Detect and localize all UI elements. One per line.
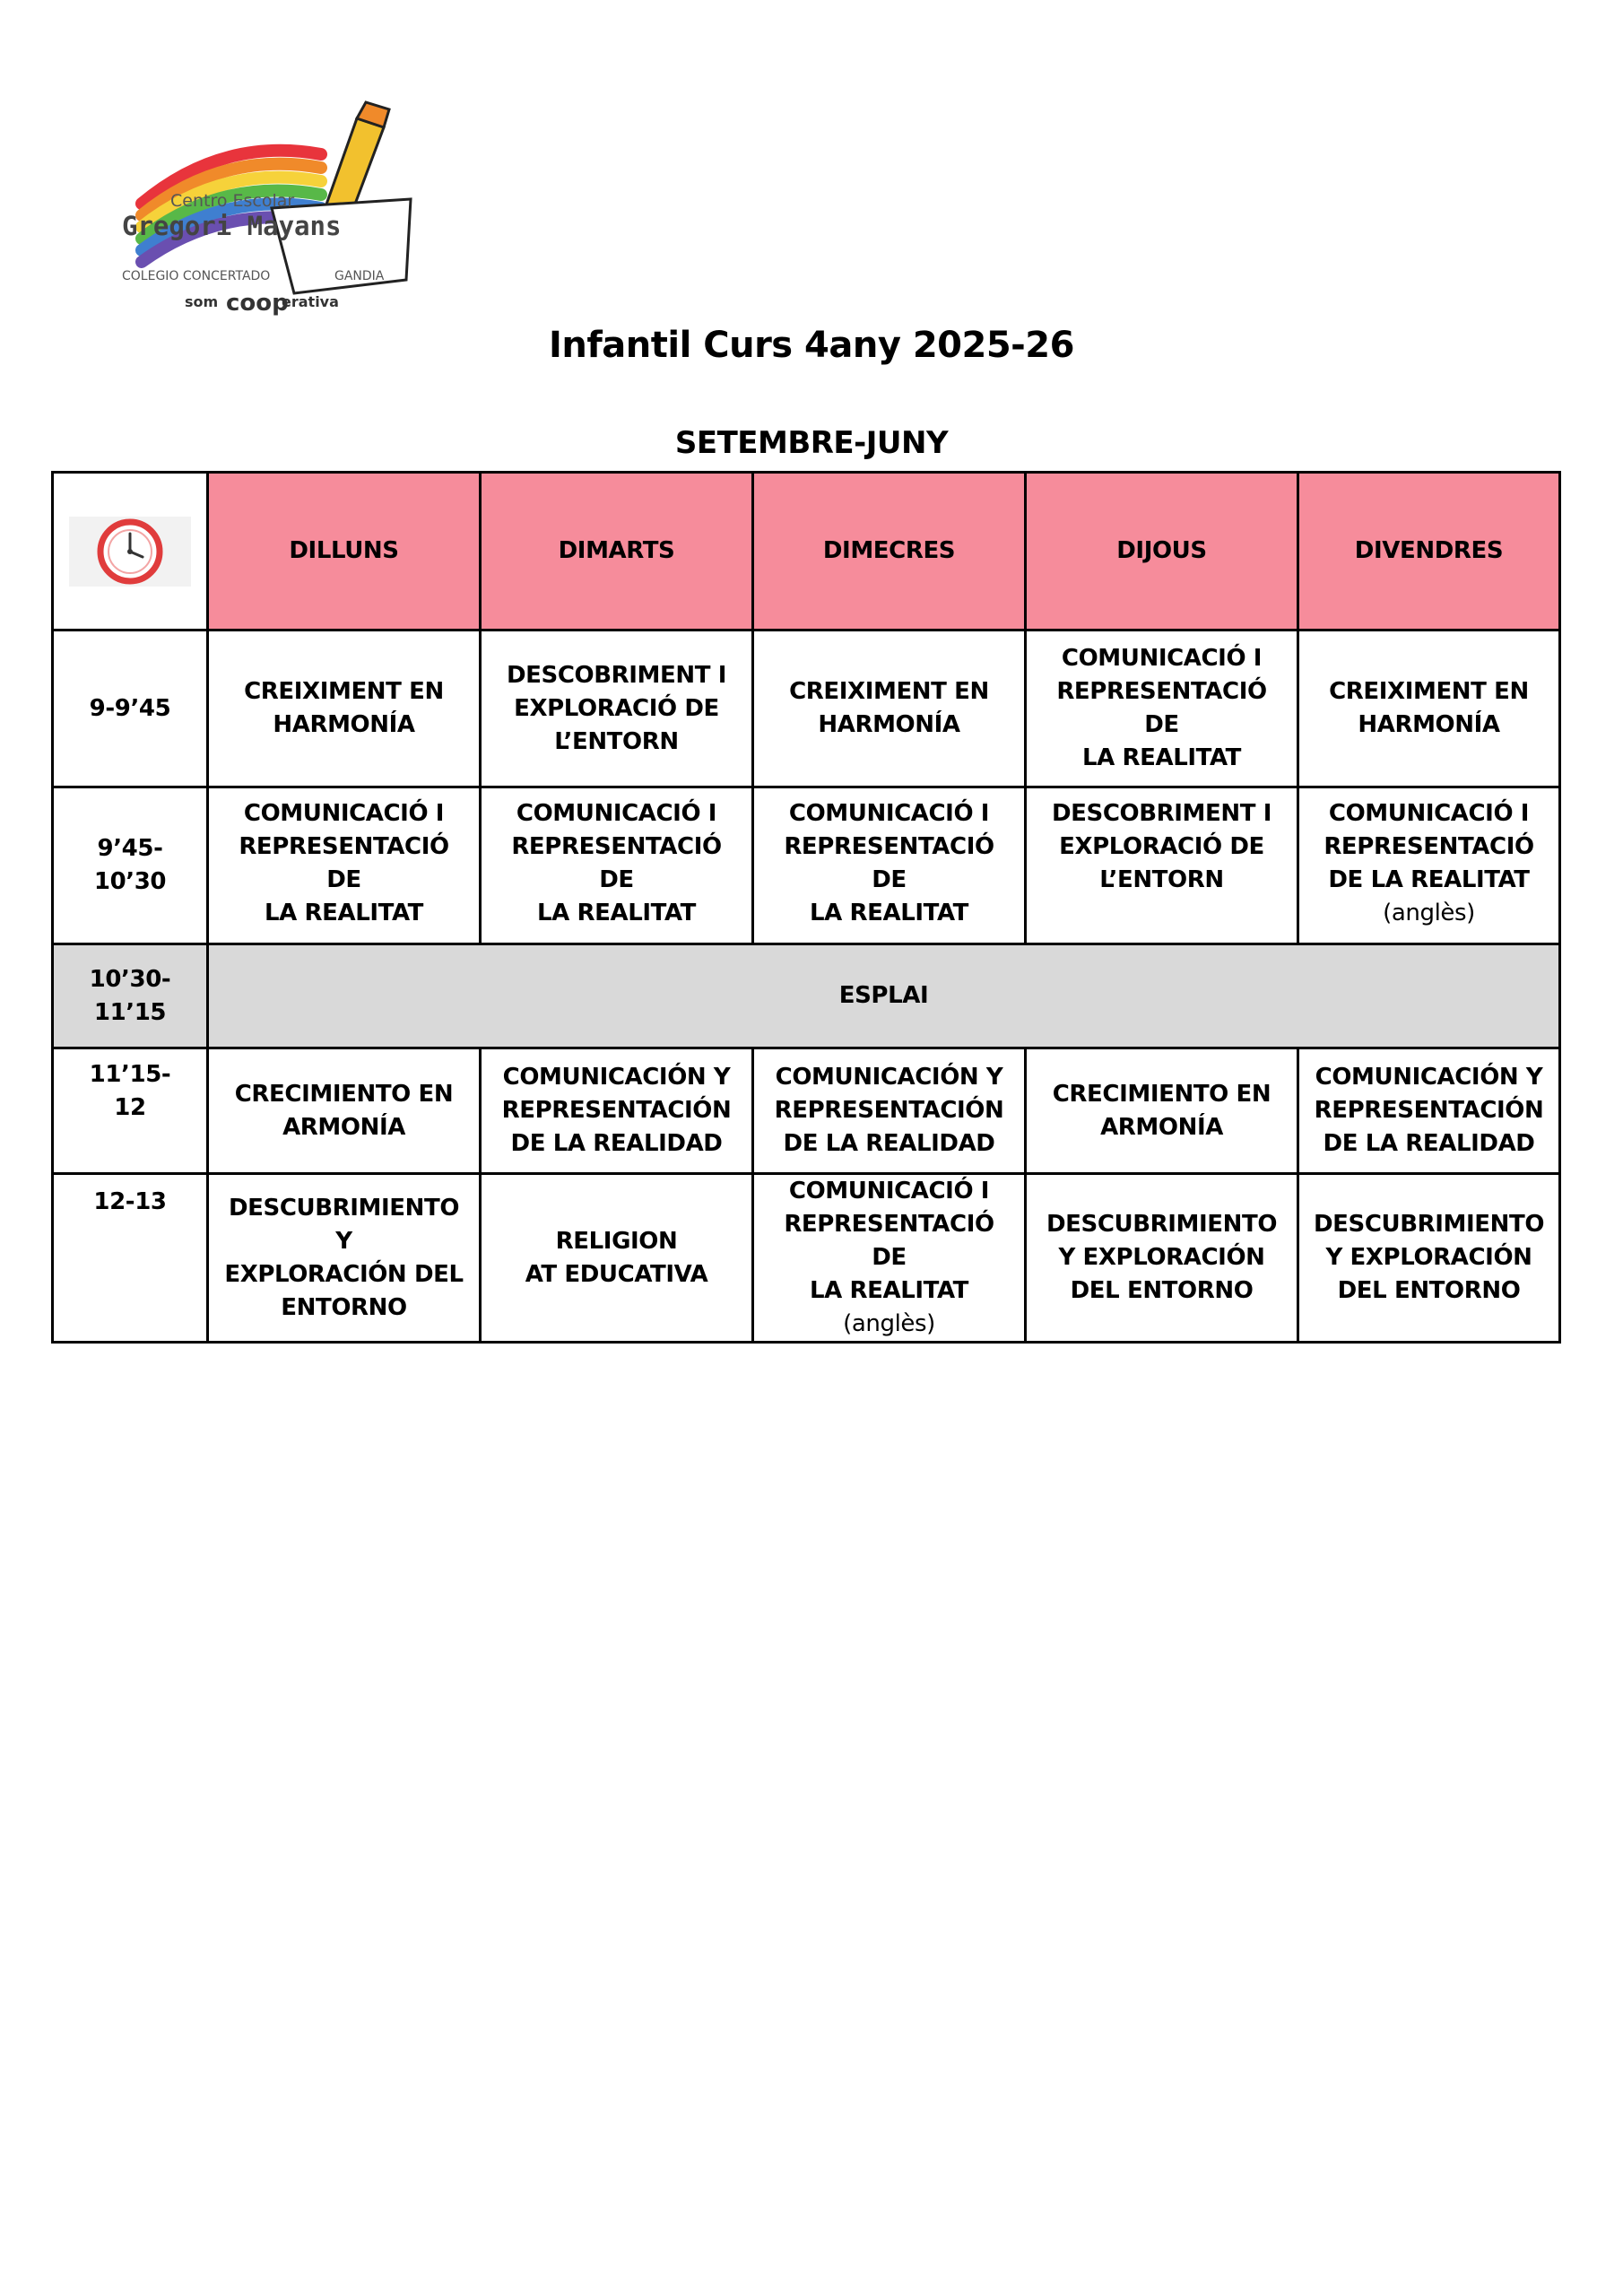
time-slot-cell	[53, 1174, 208, 1343]
subject-line: ARMONÍA	[1100, 1113, 1223, 1141]
subject-line: (anglès)	[1383, 900, 1475, 926]
subject-line: COMUNICACIÓN Y	[1315, 1064, 1543, 1091]
time-line: 10’30	[93, 868, 167, 895]
subject-line: DE LA REALIDAD	[510, 1130, 723, 1157]
timetable	[51, 471, 1561, 1344]
logo-line-2: Gregori Mayans	[122, 211, 342, 241]
time-slot-cell	[53, 944, 208, 1048]
logo-line-3-right: GANDIA	[334, 269, 385, 283]
subject-cell	[1026, 1048, 1298, 1174]
subject-line: CREIXIMENT EN	[1329, 678, 1529, 705]
time-line: 11’15	[93, 998, 167, 1026]
table-row	[53, 631, 1560, 787]
subject-cell	[1298, 1048, 1560, 1174]
day-header-dimarts: DIMARTS	[481, 473, 753, 631]
subject-line: DESCUBRIMIENTO	[1046, 1211, 1278, 1238]
subject-line: AT EDUCATIVA	[525, 1260, 708, 1288]
subject-line: EXPLORACIÓ DE	[1059, 833, 1264, 860]
table-row	[53, 787, 1560, 944]
subject-line: EXPLORACIÓN DEL	[224, 1260, 464, 1288]
subject-cell	[208, 1048, 481, 1174]
subject-line: ARMONÍA	[282, 1113, 405, 1141]
subject-cell	[753, 631, 1026, 787]
subject-cell	[1298, 787, 1560, 944]
time-slot-cell	[53, 631, 208, 787]
subject-line: DESCOBRIMENT I	[506, 661, 727, 689]
subject-line: COMUNICACIÓN Y	[775, 1064, 1003, 1091]
time-line: 11’15-	[89, 1061, 171, 1088]
clock-icon	[69, 517, 191, 587]
subject-line: COMUNICACIÓN Y	[502, 1064, 731, 1091]
subject-line: CREIXIMENT EN	[789, 678, 989, 705]
subject-line: COMUNICACIÓ I	[788, 800, 990, 827]
subject-line: CRECIMIENTO EN	[234, 1080, 454, 1108]
subject-line: COMUNICACIÓ I	[1061, 645, 1263, 672]
table-row	[53, 1048, 1560, 1174]
subject-line: CREIXIMENT EN	[244, 678, 444, 705]
subject-line: L’ENTORN	[1099, 866, 1224, 893]
subject-line: ENTORNO	[281, 1293, 407, 1321]
logo-line-4-post: erativa	[282, 293, 339, 310]
subject-line: REPRESENTACIÓ DE	[511, 833, 722, 893]
subject-line: REPRESENTACIÓ DE	[784, 1211, 994, 1271]
subject-cell	[208, 787, 481, 944]
subject-line: DE LA REALIDAD	[783, 1130, 995, 1157]
subject-cell	[208, 631, 481, 787]
subject-line: DEL ENTORNO	[1070, 1277, 1254, 1304]
subject-line: LA REALITAT	[264, 900, 424, 926]
subject-line: HARMONÍA	[818, 711, 960, 738]
subject-cell	[753, 1048, 1026, 1174]
subject-line: LA REALITAT	[536, 900, 697, 926]
subject-line: DESCOBRIMENT I	[1051, 800, 1272, 827]
day-header-dilluns: DILLUNS	[208, 473, 481, 631]
subject-line: COMUNICACIÓ I	[1328, 800, 1530, 827]
subject-line: DEL ENTORNO	[1337, 1277, 1521, 1304]
subject-line: DESCUBRIMIENTO	[1313, 1211, 1545, 1238]
subject-line: HARMONÍA	[1358, 711, 1500, 738]
period-subtitle: SETEMBRE-JUNY	[674, 425, 949, 461]
break-cell: ESPLAI	[208, 944, 1560, 1048]
subject-line: REPRESENTACIÓ	[1324, 833, 1534, 860]
subject-cell	[208, 1174, 481, 1343]
subject-cell	[1026, 1174, 1298, 1343]
subject-cell	[481, 787, 753, 944]
subject-line: LA REALITAT	[809, 900, 969, 926]
time-line: 12	[114, 1094, 146, 1121]
subject-cell	[1026, 787, 1298, 944]
subject-line: L’ENTORN	[554, 727, 679, 755]
table-row	[53, 944, 1560, 1048]
subject-line: COMUNICACIÓ I	[516, 800, 717, 827]
time-slot-cell	[53, 787, 208, 944]
time-line: 9’45-	[97, 835, 163, 862]
header-row	[53, 473, 1560, 631]
subject-line: REPRESENTACIÓ DE	[1056, 678, 1267, 738]
time-line: 10’30-	[89, 965, 171, 993]
time-line: 12-13	[93, 1188, 167, 1215]
subject-line: LA REALITAT	[1081, 744, 1242, 771]
subject-line: REPRESENTACIÓ DE	[784, 833, 994, 893]
subject-line: HARMONÍA	[273, 711, 415, 738]
subject-cell	[1298, 1174, 1560, 1343]
subject-cell	[753, 787, 1026, 944]
table-row	[53, 1174, 1560, 1343]
logo-line-4-pre: som	[185, 293, 219, 310]
subject-line: CRECIMIENTO EN	[1052, 1080, 1271, 1108]
subject-line: DESCUBRIMIENTO Y	[228, 1194, 460, 1255]
subject-line: REPRESENTACIÓ DE	[239, 833, 449, 893]
subject-line: COMUNICACIÓ I	[788, 1178, 990, 1205]
subject-cell	[753, 1174, 1026, 1343]
subject-line: Y EXPLORACIÓN	[1325, 1244, 1532, 1271]
subject-cell	[1026, 631, 1298, 787]
subject-cell	[481, 1174, 753, 1343]
clock-header-cell	[53, 473, 208, 631]
subject-cell	[481, 631, 753, 787]
subject-line: DE LA REALITAT	[1328, 866, 1530, 893]
subject-line: Y EXPLORACIÓN	[1058, 1244, 1265, 1271]
subject-cell	[1298, 631, 1560, 787]
day-header-dijous: DIJOUS	[1026, 473, 1298, 631]
subject-line: DE LA REALIDAD	[1323, 1130, 1535, 1157]
subject-line: (anglès)	[843, 1310, 935, 1337]
subject-line: REPRESENTACIÓN	[774, 1097, 1004, 1124]
day-header-dimecres: DIMECRES	[753, 473, 1026, 631]
day-header-divendres: DIVENDRES	[1298, 473, 1560, 631]
time-slot-cell	[53, 1048, 208, 1174]
subject-line: LA REALITAT	[809, 1277, 969, 1304]
logo-line-1: Centro Escolar	[170, 191, 295, 211]
logo-line-3-left: COLEGIO CONCERTADO	[122, 269, 271, 283]
logo-line-4-brand: coop	[226, 290, 289, 317]
subject-line: REPRESENTACIÓN	[1314, 1097, 1544, 1124]
school-logo	[115, 100, 429, 325]
subject-line: RELIGION	[555, 1227, 678, 1255]
subject-cell	[481, 1048, 753, 1174]
subject-line: REPRESENTACIÓN	[501, 1097, 732, 1124]
subject-line: EXPLORACIÓ DE	[514, 694, 719, 722]
page-title: Infantil Curs 4any 2025-26	[549, 325, 1074, 366]
time-line: 9-9’45	[89, 694, 171, 722]
subject-line: COMUNICACIÓ I	[243, 800, 445, 827]
